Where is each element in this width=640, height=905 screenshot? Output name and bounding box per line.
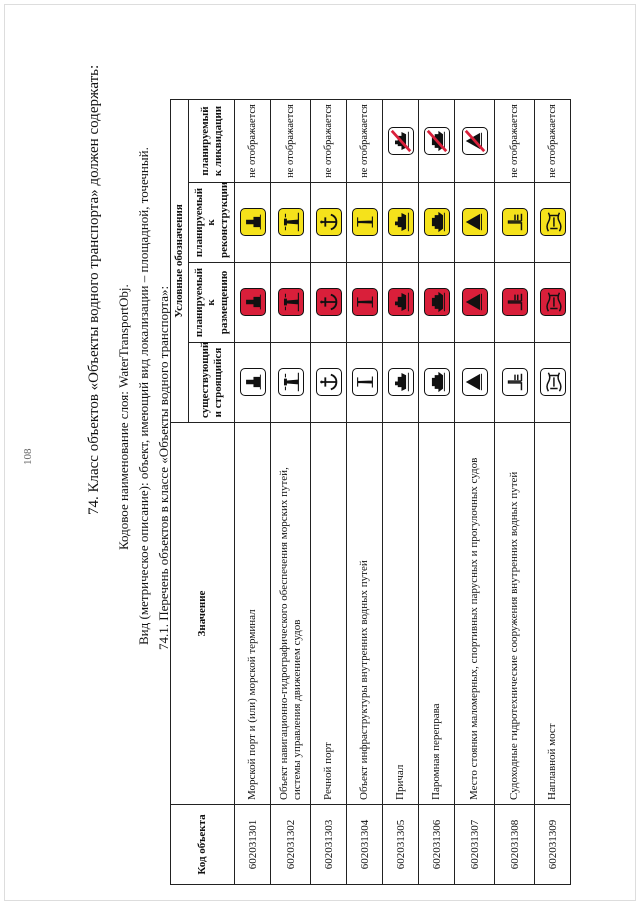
header-existing: существующий и строящийся (189, 343, 235, 423)
reconstruction-symbol-cell (383, 183, 419, 263)
list-title: 74.1. Перечень объектов в классе «Объекты водного транспорта»: (156, 285, 171, 650)
table-row (235, 100, 271, 885)
existing-symbol-cell (347, 343, 383, 423)
placement-symbol-cell (347, 263, 383, 343)
reconstruction-symbol-cell (271, 183, 311, 263)
object-value: Наплавной мост (535, 423, 571, 805)
table-row (311, 100, 347, 885)
object-value: Судоходные гидротехнические сооружения внутренних водных путей (495, 423, 535, 805)
object-code: 602031306 (419, 805, 455, 885)
liquidation-cell: не отображается (535, 100, 571, 183)
header-planned-placement: планируемый к размещению (189, 263, 235, 343)
object-value: Морской порт и (или) морской терминал (235, 423, 271, 805)
reconstruction-symbol-cell (347, 183, 383, 263)
seaport-icon (240, 369, 266, 397)
ferry-icon (424, 289, 450, 317)
object-code: 602031302 (271, 805, 311, 885)
reconstruction-symbol-cell (419, 183, 455, 263)
existing-symbol-cell (419, 343, 455, 423)
lighthouse-icon (278, 369, 304, 397)
existing-symbol-cell (271, 343, 311, 423)
page-number: 108 (22, 448, 34, 465)
object-code: 602031301 (235, 805, 271, 885)
existing-symbol-cell (535, 343, 571, 423)
liquidation-cell: не отображается (235, 100, 271, 183)
placement-symbol-cell (235, 263, 271, 343)
liquidation-cell: не отображается (495, 100, 535, 183)
liquidation-cell (383, 100, 419, 183)
pier-icon (388, 369, 414, 397)
placement-symbol-cell (495, 263, 535, 343)
pontoon-bridge-icon (540, 369, 566, 397)
header-planned-liquidation: планируемый к ликвидации (189, 100, 235, 183)
reconstruction-symbol-cell (311, 183, 347, 263)
sailboat-icon (462, 209, 488, 237)
beacon-icon (352, 209, 378, 237)
placement-symbol-cell (311, 263, 347, 343)
pier-icon (388, 127, 414, 155)
object-value: Объект навигационно-гидрографического обеспечения морских путей, системы управления движением судов (271, 423, 311, 805)
objects-table (170, 99, 571, 885)
liquidation-cell: не отображается (347, 100, 383, 183)
existing-symbol-cell (455, 343, 495, 423)
ferry-icon (424, 209, 450, 237)
sailboat-icon (462, 127, 488, 155)
header-symbols: Условные обозначения (171, 100, 189, 423)
layer-code-line: Кодовое наименование слоя: WaterTransportObj. (116, 284, 131, 550)
lighthouse-icon (278, 209, 304, 237)
hydro-structure-icon (502, 289, 528, 317)
object-value: Место стоянки маломерных, спортивных парусных и прогулочных судов (455, 423, 495, 805)
pontoon-bridge-icon (540, 289, 566, 317)
beacon-icon (352, 289, 378, 317)
table-row (495, 100, 535, 885)
liquidation-cell (455, 100, 495, 183)
pier-icon (388, 209, 414, 237)
existing-symbol-cell (311, 343, 347, 423)
table-row (455, 100, 495, 885)
table-row (419, 100, 455, 885)
table-row (271, 100, 311, 885)
object-value: Речной порт (311, 423, 347, 805)
sailboat-icon (462, 369, 488, 397)
placement-symbol-cell (383, 263, 419, 343)
reconstruction-symbol-cell (235, 183, 271, 263)
placement-symbol-cell (419, 263, 455, 343)
anchor-icon (316, 289, 342, 317)
object-code: 602031303 (311, 805, 347, 885)
placement-symbol-cell (535, 263, 571, 343)
table-row (347, 100, 383, 885)
liquidation-cell (419, 100, 455, 183)
reconstruction-symbol-cell (495, 183, 535, 263)
pontoon-bridge-icon (540, 209, 566, 237)
reconstruction-symbol-cell (455, 183, 495, 263)
liquidation-cell: не отображается (311, 100, 347, 183)
ferry-icon (424, 369, 450, 397)
seaport-icon (240, 289, 266, 317)
hydro-structure-icon (502, 209, 528, 237)
object-code: 602031304 (347, 805, 383, 885)
existing-symbol-cell (495, 343, 535, 423)
lighthouse-icon (278, 289, 304, 317)
object-value: Паромная переправа (419, 423, 455, 805)
object-code: 602031305 (383, 805, 419, 885)
object-value: Причал (383, 423, 419, 805)
pier-icon (388, 289, 414, 317)
header-value: Значение (171, 423, 235, 805)
existing-symbol-cell (383, 343, 419, 423)
sailboat-icon (462, 289, 488, 317)
table-row (383, 100, 419, 885)
object-code: 602031309 (535, 805, 571, 885)
placement-symbol-cell (455, 263, 495, 343)
liquidation-cell: не отображается (271, 100, 311, 183)
header-code: Код объекта (171, 805, 235, 885)
seaport-icon (240, 209, 266, 237)
object-value: Объект инфраструктуры внутренних водных путей (347, 423, 383, 805)
anchor-icon (316, 209, 342, 237)
section-heading: 74. Класс объектов «Объекты водного транспорта» должен содержать: (86, 64, 102, 515)
beacon-icon (352, 369, 378, 397)
object-code: 602031308 (495, 805, 535, 885)
object-code: 602031307 (455, 805, 495, 885)
anchor-icon (316, 369, 342, 397)
ferry-icon (424, 127, 450, 155)
hydro-structure-icon (502, 369, 528, 397)
reconstruction-symbol-cell (535, 183, 571, 263)
header-planned-reconstruction: планируемый к реконструкции (189, 183, 235, 263)
geometry-line: Вид (метрическое описание): объект, имеющий вид локализации – площадной, точечный. (136, 147, 151, 645)
existing-symbol-cell (235, 343, 271, 423)
placement-symbol-cell (271, 263, 311, 343)
table-row (535, 100, 571, 885)
